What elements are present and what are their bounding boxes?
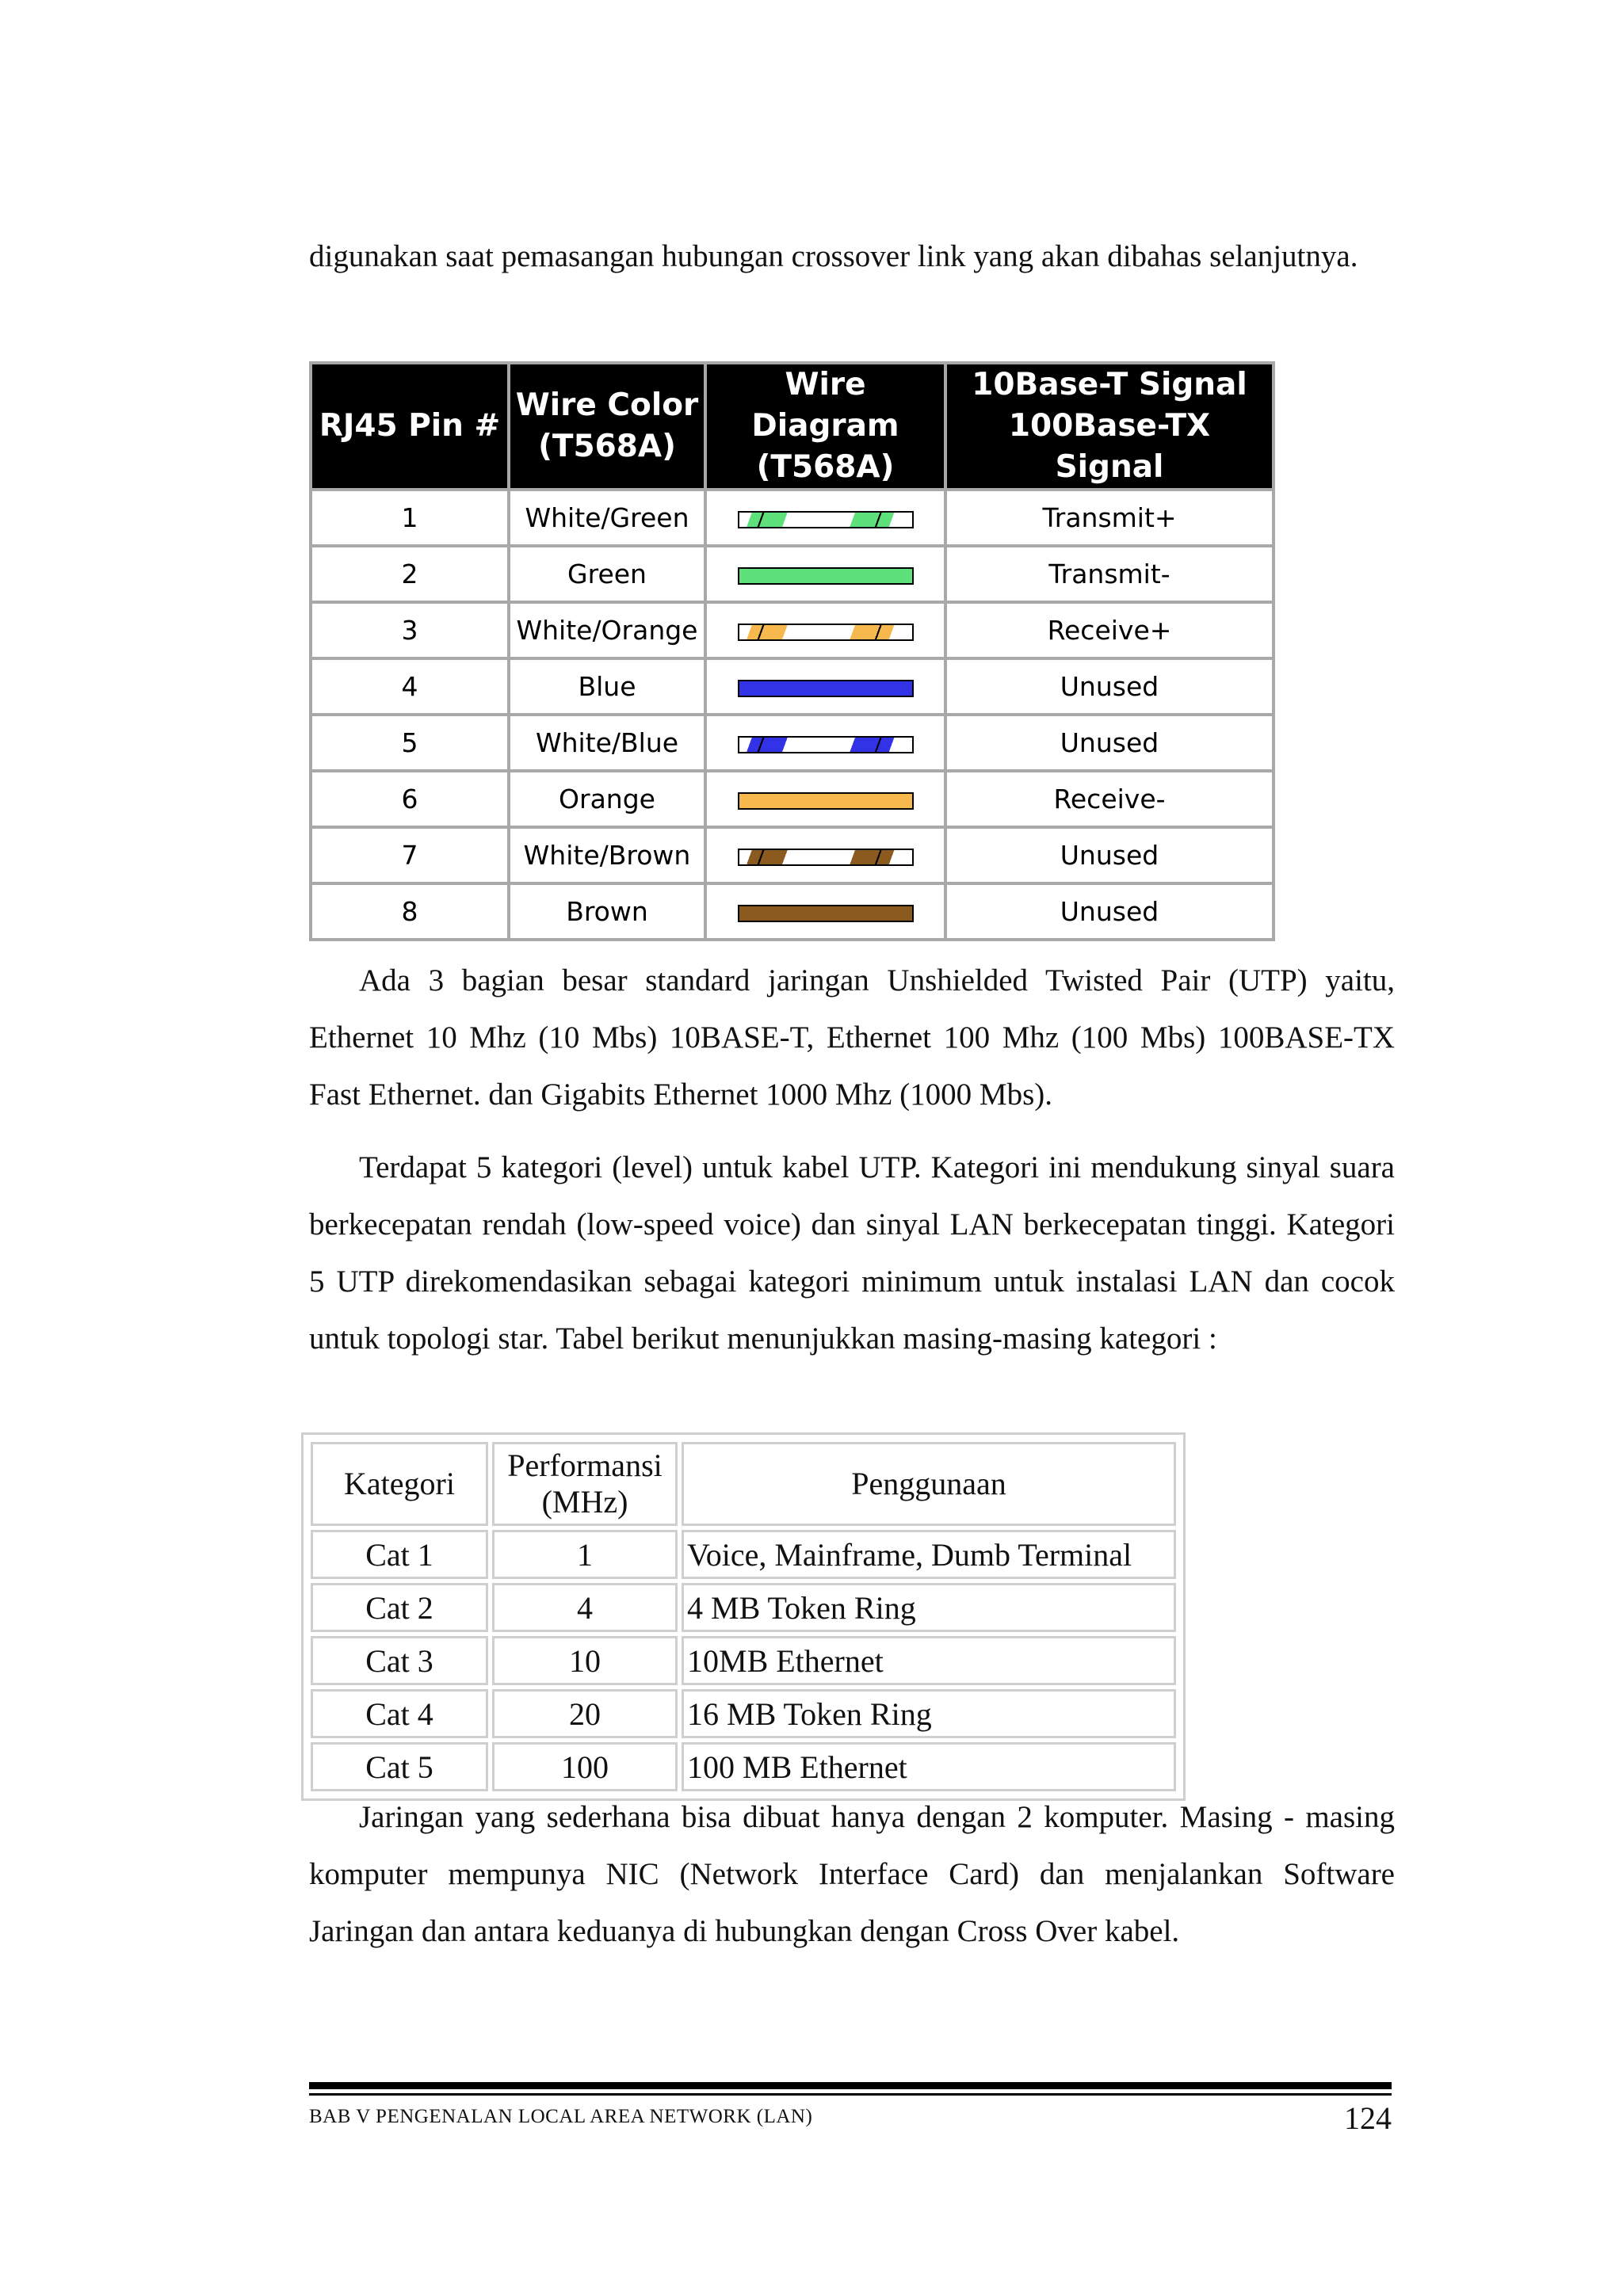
- wire-diagram-cell: [705, 602, 945, 658]
- header-signal: 10Base-T Signal 100Base-TX Signal: [945, 363, 1274, 490]
- performansi-cell: 100: [492, 1742, 678, 1791]
- wire-swatch: [738, 567, 914, 585]
- wire-diagram-cell: [705, 546, 945, 602]
- wire-swatch: [738, 849, 914, 866]
- category-header-row: [311, 1442, 1176, 1526]
- penggunaan-cell: 10MB Ethernet: [682, 1636, 1176, 1685]
- penggunaan-cell: Voice, Mainframe, Dumb Terminal: [682, 1530, 1176, 1579]
- wire-color-name: Blue: [509, 658, 705, 715]
- wire-diagram-cell: [705, 827, 945, 883]
- wire-color-name: White/Orange: [509, 602, 705, 658]
- performansi-cell: 4: [492, 1583, 678, 1632]
- kategori-cell: Cat 5: [311, 1742, 488, 1791]
- penggunaan-cell: 100 MB Ethernet: [682, 1742, 1176, 1791]
- rj45-row: [311, 602, 1274, 658]
- header-performansi: Performansi (MHz): [492, 1442, 678, 1526]
- rj45-row: [311, 658, 1274, 715]
- paragraph-utp-categories: Terdapat 5 kategori (level) untuk kabel UTP. Kategori ini mendukung sinyal suara berkecepatan rendah (low-speed voice) dan sinyal LAN berkecepatan tinggi. Kategori 5 UTP direkomendasikan sebagai kategori minimum untuk instalasi LAN dan cocok untuk topologi star. Tabel berikut menunjukkan masing-masing kategori :: [309, 1150, 1395, 1356]
- rj45-row: [311, 490, 1274, 546]
- paragraph-intro: digunakan saat pemasangan hubungan crossover link yang akan dibahas selanjutnya.: [309, 239, 1358, 273]
- wire-swatch: [738, 511, 914, 528]
- performansi-cell: 10: [492, 1636, 678, 1685]
- header-kategori: Kategori: [311, 1442, 488, 1526]
- pin-number: 6: [311, 771, 509, 827]
- wire-swatch: [738, 680, 914, 697]
- kategori-cell: Cat 1: [311, 1530, 488, 1579]
- header-penggunaan: Penggunaan: [682, 1442, 1176, 1526]
- category-row: [311, 1583, 1176, 1632]
- signal-name: Receive+: [945, 602, 1274, 658]
- wire-swatch: [738, 792, 914, 810]
- rj45-header-row: [311, 363, 1274, 490]
- wire-diagram-cell: [705, 490, 945, 546]
- footer-rule-thick: [309, 2082, 1392, 2089]
- category-row: [311, 1742, 1176, 1791]
- footer-rule-thin: [309, 2093, 1392, 2096]
- category-row: [311, 1636, 1176, 1685]
- wire-color-name: Orange: [509, 771, 705, 827]
- header-wire-diagram: Wire Diagram (T568A): [705, 363, 945, 490]
- wire-swatch: [738, 624, 914, 641]
- header-pin: RJ45 Pin #: [311, 363, 509, 490]
- rj45-pinout-table: [309, 361, 1275, 941]
- wire-swatch: [738, 905, 914, 922]
- wire-color-name: White/Brown: [509, 827, 705, 883]
- paragraph-utp-standards: Ada 3 bagian besar standard jaringan Unshielded Twisted Pair (UTP) yaitu, Ethernet 10 Mhz (10 Mbs) 10BASE-T, Ethernet 100 Mhz (100 Mbs) 100BASE-TX Fast Ethernet. dan Gigabits Ethernet 1000 Mhz (1000 Mbs).: [309, 963, 1395, 1112]
- paragraph-simple-network: Jaringan yang sederhana bisa dibuat hanya dengan 2 komputer. Masing - masing komputer mempunya NIC (Network Interface Card) dan menjalankan Software Jaringan dan antara keduanya di hubungkan dengan Cross Over kabel.: [309, 1800, 1395, 1948]
- pin-number: 3: [311, 602, 509, 658]
- category-row: [311, 1530, 1176, 1579]
- pin-number: 1: [311, 490, 509, 546]
- rj45-row: [311, 827, 1274, 883]
- rj45-row: [311, 771, 1274, 827]
- wire-swatch: [738, 736, 914, 753]
- signal-name: Transmit+: [945, 490, 1274, 546]
- signal-name: Unused: [945, 827, 1274, 883]
- signal-name: Transmit-: [945, 546, 1274, 602]
- wire-color-name: White/Green: [509, 490, 705, 546]
- wire-diagram-cell: [705, 771, 945, 827]
- wire-diagram-cell: [705, 658, 945, 715]
- penggunaan-cell: 16 MB Token Ring: [682, 1689, 1176, 1738]
- category-table: [301, 1432, 1186, 1801]
- signal-name: Unused: [945, 658, 1274, 715]
- kategori-cell: Cat 3: [311, 1636, 488, 1685]
- pin-number: 7: [311, 827, 509, 883]
- signal-name: Receive-: [945, 771, 1274, 827]
- performansi-cell: 1: [492, 1530, 678, 1579]
- rj45-row: [311, 715, 1274, 771]
- wire-diagram-cell: [705, 883, 945, 940]
- rj45-row: [311, 546, 1274, 602]
- page-number: 124: [1344, 2100, 1392, 2136]
- signal-name: Unused: [945, 883, 1274, 940]
- performansi-cell: 20: [492, 1689, 678, 1738]
- rj45-row: [311, 883, 1274, 940]
- category-row: [311, 1689, 1176, 1738]
- kategori-cell: Cat 4: [311, 1689, 488, 1738]
- footer-chapter-title: BAB V PENGENALAN LOCAL AREA NETWORK (LAN): [309, 2106, 813, 2127]
- wire-color-name: White/Blue: [509, 715, 705, 771]
- signal-name: Unused: [945, 715, 1274, 771]
- wire-color-name: Brown: [509, 883, 705, 940]
- pin-number: 4: [311, 658, 509, 715]
- wire-diagram-cell: [705, 715, 945, 771]
- pin-number: 2: [311, 546, 509, 602]
- pin-number: 8: [311, 883, 509, 940]
- penggunaan-cell: 4 MB Token Ring: [682, 1583, 1176, 1632]
- kategori-cell: Cat 2: [311, 1583, 488, 1632]
- pin-number: 5: [311, 715, 509, 771]
- header-wire-color: Wire Color (T568A): [509, 363, 705, 490]
- wire-color-name: Green: [509, 546, 705, 602]
